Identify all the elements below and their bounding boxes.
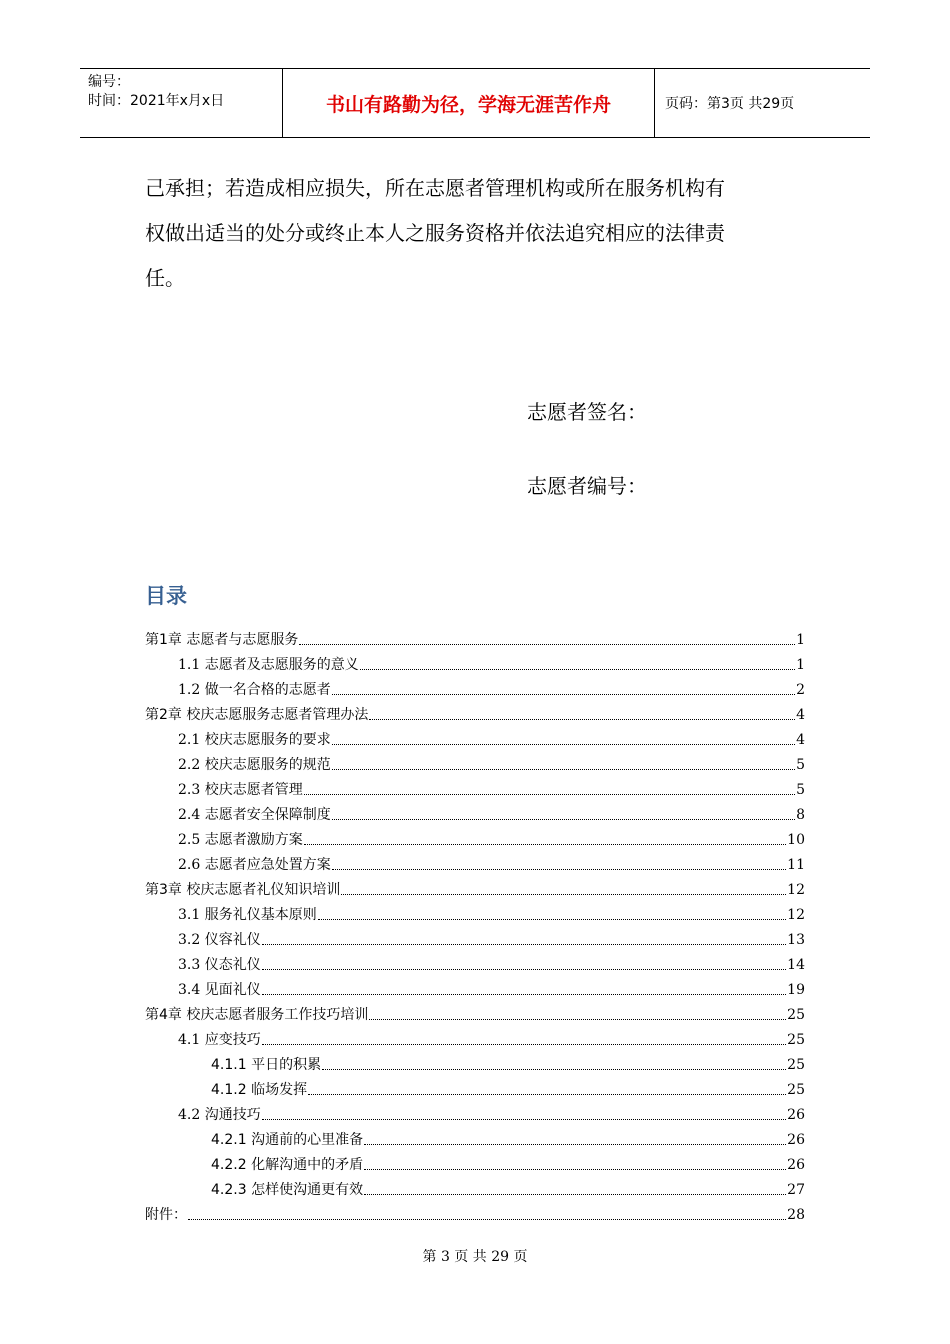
toc-entry[interactable]: 1.1 志愿者及志愿服务的意义 1 (178, 657, 805, 673)
toc-entry[interactable]: 3.2 仪容礼仪 13 (178, 932, 805, 948)
toc-entry[interactable]: 4.1.2 临场发挥 25 (211, 1082, 805, 1098)
toc-entry[interactable]: 3.1 服务礼仪基本原则 12 (178, 907, 805, 923)
toc-entry[interactable]: 2.5 志愿者激励方案 10 (178, 832, 805, 848)
header-motto: 书山有路勤为径，学海无涯苦作舟 (283, 69, 655, 137)
toc-entry[interactable]: 第3章 校庆志愿者礼仪知识培训 12 (145, 882, 805, 898)
toc-entry[interactable]: 2.3 校庆志愿者管理 5 (178, 782, 805, 798)
toc-entry[interactable]: 4.2.2 化解沟通中的矛盾 26 (211, 1157, 805, 1173)
page-footer: 第 3 页 共 29 页 (422, 1249, 528, 1265)
body-line: 权做出适当的处分或终止本人之服务资格并依法追究相应的法律责 (145, 221, 725, 245)
toc-entry[interactable]: 3.4 见面礼仪 19 (178, 982, 805, 998)
header-page-info: 页码：第3页 共29页 (665, 96, 795, 112)
toc-entry[interactable]: 2.6 志愿者应急处置方案 11 (178, 857, 805, 873)
toc-entry[interactable]: 第2章 校庆志愿服务志愿者管理办法 4 (145, 707, 805, 723)
table-of-contents (145, 624, 805, 1224)
toc-entry[interactable]: 2.2 校庆志愿服务的规范 5 (178, 757, 805, 773)
toc-entry[interactable]: 第1章 志愿者与志愿服务 1 (145, 632, 805, 648)
toc-title: 目录 (145, 584, 187, 608)
toc-entry[interactable]: 4.2 沟通技巧 26 (178, 1107, 805, 1123)
toc-entry[interactable]: 附件： 28 (145, 1207, 805, 1223)
toc-entry[interactable]: 1.2 做一名合格的志愿者 2 (178, 682, 805, 698)
header-time-label: 时间：2021年x月x日 (88, 93, 225, 109)
body-line: 任。 (145, 266, 185, 290)
toc-entry[interactable]: 2.4 志愿者安全保障制度 8 (178, 807, 805, 823)
header-number-label: 编号： (88, 74, 130, 90)
toc-entry[interactable]: 4.1 应变技巧 25 (178, 1032, 805, 1048)
toc-entry[interactable]: 4.1.1 平日的积累 25 (211, 1057, 805, 1073)
toc-entry[interactable]: 4.2.3 怎样使沟通更有效 27 (211, 1182, 805, 1198)
signature-label: 志愿者签名： (527, 400, 647, 424)
header-meta-cell (80, 69, 283, 137)
toc-entry[interactable]: 第4章 校庆志愿者服务工作技巧培训 25 (145, 1007, 805, 1023)
page-header (80, 68, 870, 138)
body-paragraph (145, 166, 805, 301)
toc-entry[interactable]: 2.1 校庆志愿服务的要求 4 (178, 732, 805, 748)
toc-entry[interactable]: 4.2.1 沟通前的心里准备 26 (211, 1132, 805, 1148)
toc-entry[interactable]: 3.3 仪态礼仪 14 (178, 957, 805, 973)
body-line: 己承担；若造成相应损失，所在志愿者管理机构或所在服务机构有 (145, 176, 725, 200)
volunteer-number-label: 志愿者编号： (527, 474, 647, 498)
